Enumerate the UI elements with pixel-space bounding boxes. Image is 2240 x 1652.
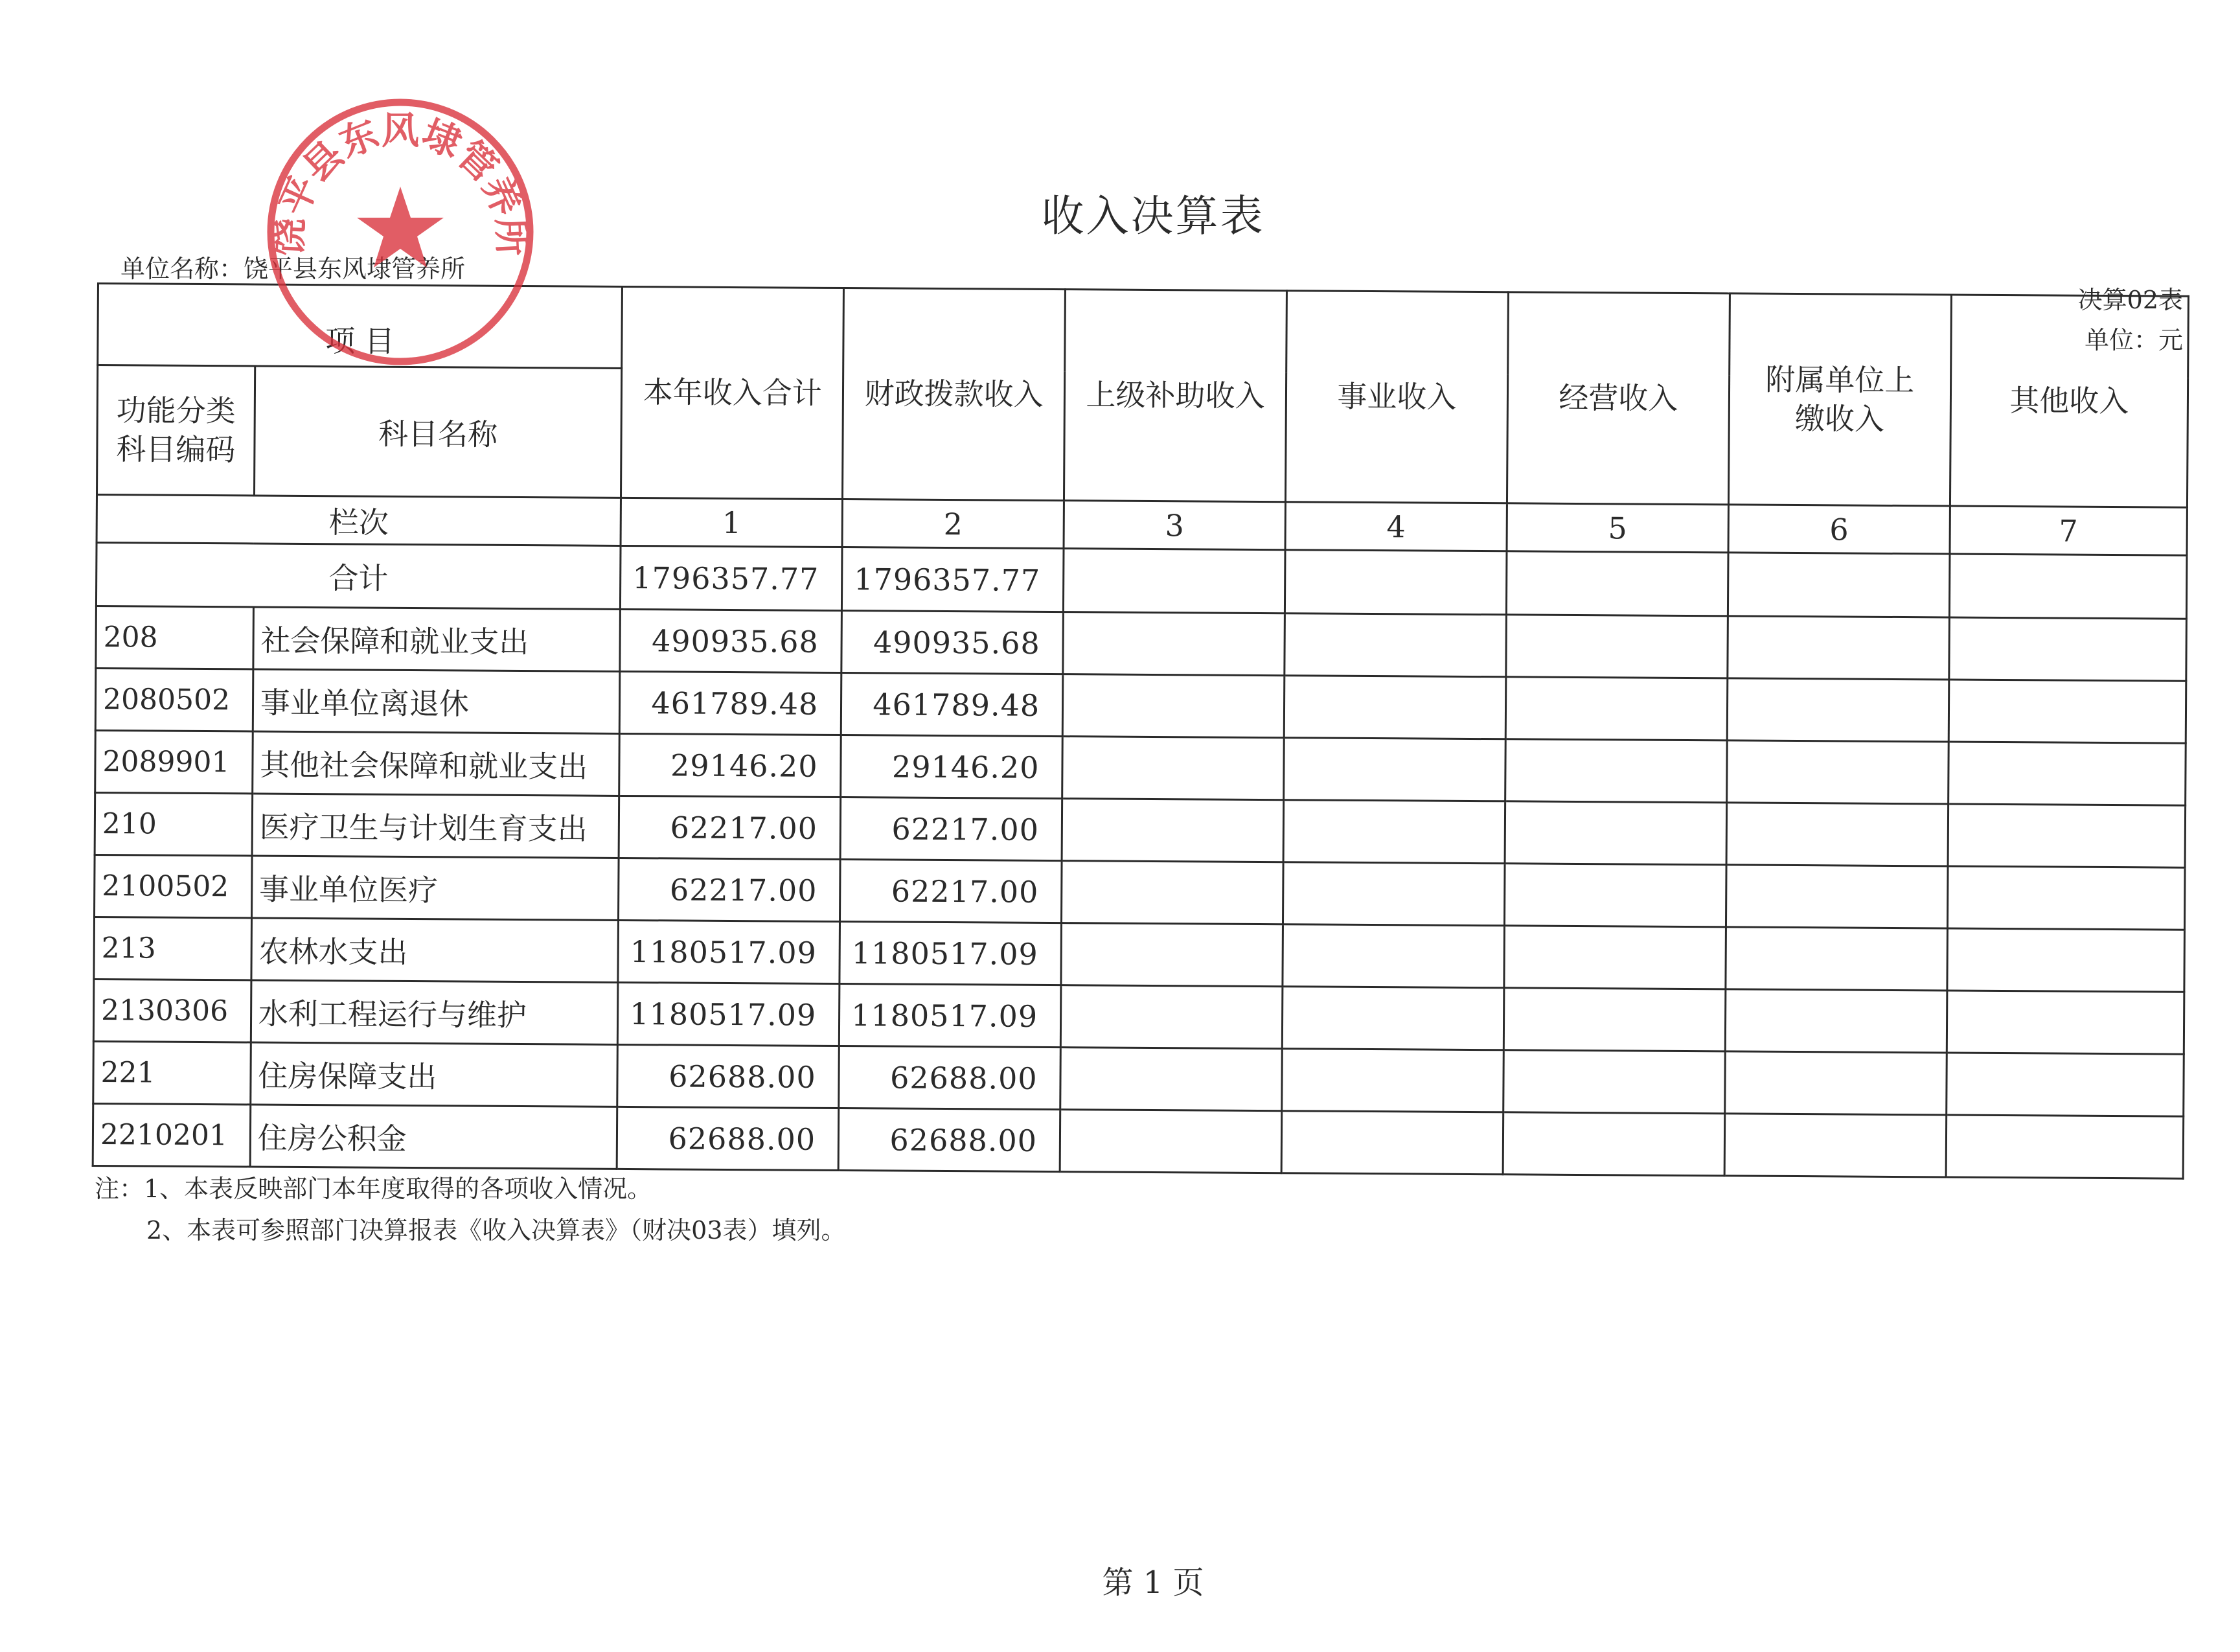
row-value-7: [1948, 804, 2186, 867]
row-value-1: 62688.00: [617, 1107, 838, 1170]
row-code: 221: [93, 1041, 251, 1104]
row-value-4: [1283, 924, 1504, 988]
index-label: 栏次: [97, 495, 621, 546]
row-value-1: 62217.00: [619, 796, 840, 859]
row-code: 2100502: [95, 855, 252, 917]
total-value-1: 1796357.77: [621, 545, 842, 610]
row-value-3: [1062, 861, 1283, 924]
row-value-3: [1060, 985, 1282, 1049]
seal-star-icon: [357, 187, 444, 268]
row-value-4: [1285, 614, 1506, 677]
row-value-6: [1725, 989, 1947, 1053]
form-number: 决算02表: [2077, 286, 2183, 314]
row-value-2: 62217.00: [840, 860, 1062, 923]
header-project-cell: 项 目: [98, 284, 623, 369]
row-value-5: [1504, 864, 1726, 927]
official-seal: [258, 89, 543, 374]
row-value-6: [1724, 1114, 1946, 1177]
row-code: 208: [96, 606, 253, 669]
row-value-2: 62217.00: [840, 797, 1062, 861]
row-code: 2210201: [93, 1103, 250, 1166]
row-value-2: 1180517.09: [839, 984, 1060, 1048]
col-index-4: 4: [1285, 502, 1507, 551]
row-value-1: 1180517.09: [618, 982, 840, 1046]
row-value-5: [1503, 988, 1725, 1051]
row-value-3: [1062, 737, 1284, 800]
row-value-4: [1281, 1111, 1503, 1175]
row-value-7: [1949, 617, 2187, 681]
row-value-5: [1505, 677, 1727, 740]
col-header-3: 上级补助收入: [1064, 290, 1287, 502]
unit-label: 单位：元: [2084, 326, 2183, 354]
page-title: 收入决算表: [1041, 191, 1265, 241]
col-index-7: 7: [1950, 506, 2188, 555]
row-value-1: 461789.48: [620, 671, 841, 735]
row-value-5: [1505, 739, 1727, 803]
row-value-7: [1947, 928, 2185, 992]
row-subject-name: 事业单位医疗: [251, 856, 619, 920]
col-header-2: 财政拨款收入: [843, 288, 1066, 501]
row-value-2: 62688.00: [839, 1046, 1060, 1110]
col-header-4: 事业收入: [1285, 291, 1508, 503]
row-value-6: [1726, 803, 1948, 866]
row-value-5: [1506, 615, 1728, 678]
col-index-3: 3: [1064, 501, 1285, 550]
row-value-7: [1948, 742, 2186, 805]
total-value-6: [1728, 553, 1949, 617]
row-value-3: [1060, 1048, 1282, 1111]
row-subject-name: 水利工程运行与维护: [251, 980, 618, 1044]
row-value-7: [1947, 991, 2184, 1054]
income-table-grid: [92, 282, 2189, 1180]
row-value-3: [1062, 799, 1283, 862]
row-value-5: [1503, 1112, 1724, 1176]
row-value-6: [1725, 1051, 1947, 1115]
header-code-cell: 功能分类科目编码: [97, 365, 255, 496]
total-label: 合计: [96, 543, 621, 610]
row-value-4: [1282, 1049, 1503, 1112]
row-code: 210: [95, 792, 252, 855]
row-subject-name: 其他社会保障和就业支出: [252, 731, 619, 796]
row-subject-name: 农林水支出: [251, 918, 619, 982]
row-value-6: [1726, 865, 1947, 928]
row-value-3: [1061, 923, 1283, 987]
row-subject-name: 事业单位离退休: [253, 669, 620, 733]
total-value-3: [1063, 549, 1285, 614]
row-value-1: 1180517.09: [618, 920, 840, 983]
row-value-5: [1503, 1050, 1725, 1114]
row-value-7: [1946, 1115, 2184, 1178]
row-value-7: [1946, 1053, 2184, 1116]
row-value-1: 29146.20: [619, 733, 841, 797]
note-2: 2、本表可参照部门决算报表《收入决算表》（财决03表）填列。: [146, 1216, 846, 1245]
note-1: 注：1、本表反映部门本年度取得的各项收入情况。: [95, 1175, 652, 1203]
row-code: 2089901: [95, 730, 253, 793]
row-subject-name: 住房公积金: [250, 1105, 617, 1169]
row-value-1: 62217.00: [619, 858, 840, 921]
total-value-7: [1949, 554, 2187, 619]
row-value-7: [1949, 680, 2186, 743]
row-value-3: [1063, 612, 1285, 676]
total-value-2: 1796357.77: [842, 547, 1064, 612]
row-value-4: [1284, 738, 1505, 801]
row-code: 213: [94, 917, 251, 980]
row-subject-name: 住房保障支出: [251, 1042, 618, 1107]
row-value-6: [1728, 616, 1949, 680]
row-value-2: 1180517.09: [840, 922, 1061, 985]
row-code: 2080502: [95, 668, 253, 731]
unit-name: 单位名称：饶平县东风埭管养所: [120, 255, 466, 283]
row-value-2: 29146.20: [841, 735, 1062, 799]
row-value-6: [1727, 678, 1949, 742]
row-value-5: [1505, 801, 1726, 865]
row-value-2: 461789.48: [841, 673, 1062, 737]
row-code: 2130306: [93, 979, 251, 1042]
header-subject-cell: 科目名称: [254, 366, 622, 498]
row-value-4: [1283, 800, 1505, 864]
row-value-5: [1504, 926, 1726, 989]
col-index-2: 2: [842, 499, 1064, 549]
row-subject-name: 医疗卫生与计划生育支出: [252, 794, 619, 858]
col-index-6: 6: [1728, 505, 1950, 554]
col-header-5: 经营收入: [1507, 292, 1730, 505]
col-header-1: 本年收入合计: [621, 286, 844, 499]
col-index-5: 5: [1507, 503, 1728, 553]
row-value-6: [1726, 927, 1947, 991]
row-value-4: [1284, 676, 1505, 739]
row-subject-name: 社会保障和就业支出: [253, 607, 621, 671]
table-row: [93, 1103, 2184, 1178]
row-value-2: 490935.68: [841, 611, 1063, 674]
col-header-7: 其他收入: [1950, 295, 2188, 507]
row-value-2: 62688.00: [838, 1108, 1060, 1172]
row-value-1: 62688.00: [617, 1044, 839, 1108]
row-value-1: 490935.68: [620, 609, 841, 672]
row-value-4: [1282, 987, 1503, 1050]
total-value-4: [1285, 550, 1506, 615]
row-value-3: [1062, 674, 1284, 738]
income-table: [92, 282, 2189, 1180]
row-value-4: [1283, 862, 1504, 926]
page-number: 第 1 页: [1102, 1565, 1204, 1601]
col-index-1: 1: [621, 498, 842, 547]
total-value-5: [1506, 551, 1728, 616]
row-value-3: [1060, 1110, 1281, 1173]
row-value-6: [1726, 740, 1948, 804]
row-value-7: [1947, 866, 2185, 930]
col-header-6: 附属单位上缴收入: [1728, 293, 1951, 506]
svg-text:饶平县东风埭管养所: 饶平县东风埭管养所: [266, 108, 535, 257]
